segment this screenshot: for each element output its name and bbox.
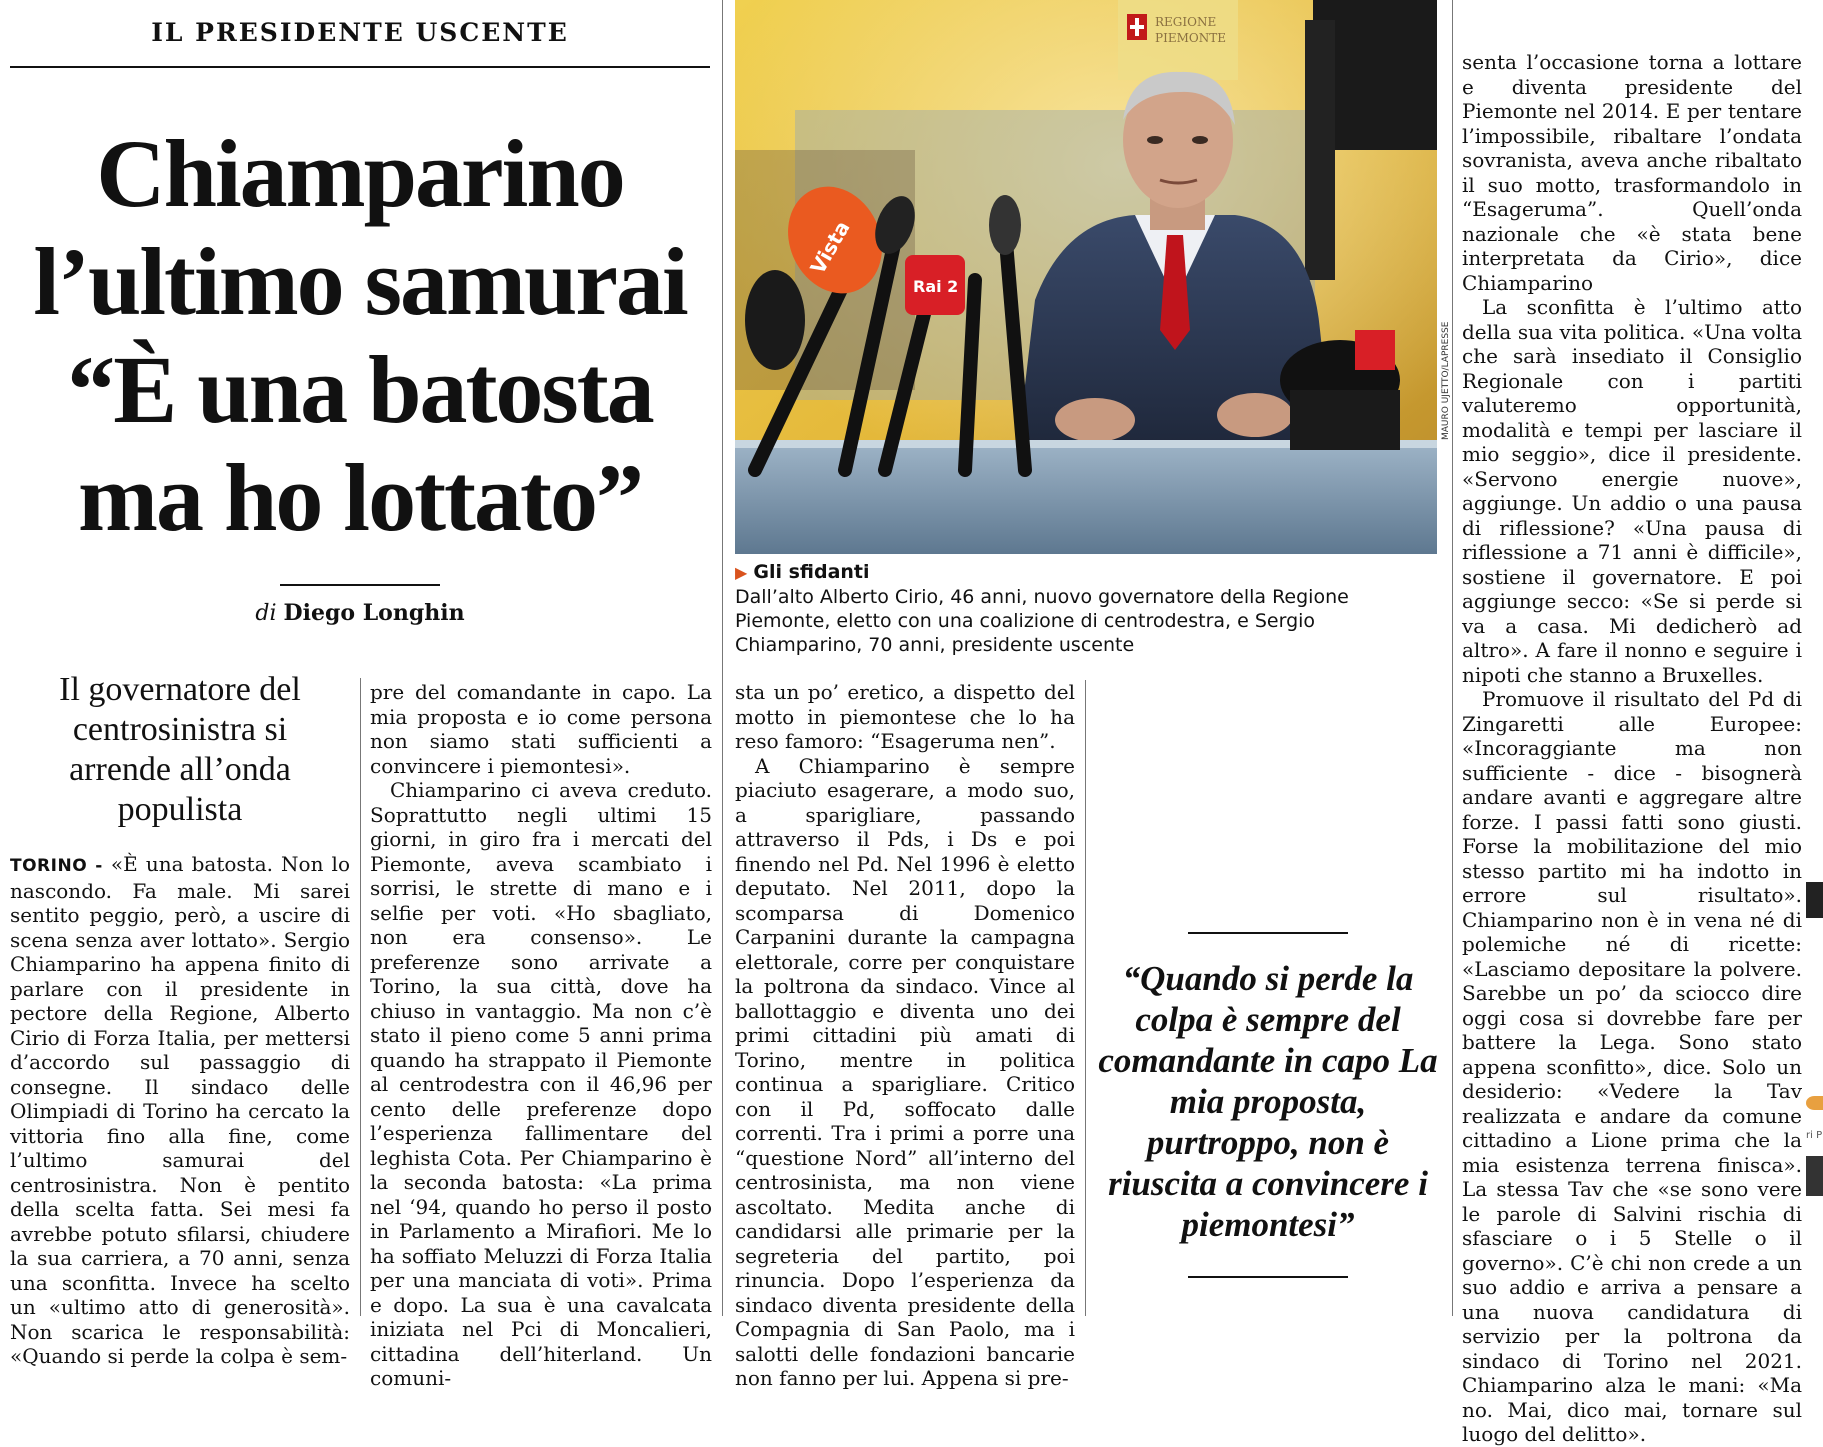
press-conference-photo: [735, 0, 1437, 554]
column-rule: [1452, 0, 1453, 1316]
article-column-3: [735, 680, 1075, 1390]
photo-credit: MAURO UJETTO/LAPRESSE: [1441, 321, 1451, 440]
caption-title: Gli sfidanti: [753, 561, 870, 583]
sign-text: REGIONE: [1155, 15, 1217, 29]
mic-label: Vista: [805, 216, 855, 278]
photo-caption: [735, 560, 1355, 657]
subhead: Il governatore del centrosinistra si arrende all’onda populista: [59, 671, 301, 828]
paragraph: La sconfitta è l’ultimo atto della sua vita politica. «Una volta che sarà insediato il Consiglio Regionale con i partiti valuteremo opportunità, modalità e tempi per lasciare il mio seggio», dice il presidente. «Servono energie nuove», aggiunge. Un addio o una pausa di riflessione? «Una pausa di riflessione a 71 anni è difficile», sostiene il governatore. E poi aggiunge secco: «Se si perde si va a casa. Mi dedicherò ad altro». A fare il nonno e seguire i nipoti che stanno a Bruxelles.: [1462, 295, 1802, 687]
column-rule: [1085, 680, 1086, 1316]
headline-line-2: l’ultimo samurai: [33, 228, 687, 335]
byline-author: Diego Longhin: [283, 600, 465, 626]
headline-line-4: ma ho lottato”: [78, 444, 642, 551]
byline: [10, 600, 710, 626]
byline-rule: [280, 584, 440, 586]
pullquote-rule: [1188, 932, 1348, 934]
article-column-1: [10, 852, 350, 1368]
column-rule: [360, 678, 361, 1316]
caption-arrow-icon: ▶: [735, 563, 748, 582]
paragraph: Promuove il risultato del Pd di Zingaretti alle Europee: «Incoraggiante ma non sufficiente - dice - bisognerà andare avanti e aggregare altre forze. I passi fatti sono giusti. Forse la mobilitazione del mio stesso partito mi ha indotto in errore sul risultato». Chiamparino non è in vena né di polemiche né di ricette: «Lasciamo depositare la polvere. Sarebbe un po’ da sciocco dire oggi cosa si dovrebbe fare per battere la Lega. Sono stato appena sconfitto», dice. Solo un desiderio: «Vedere la Tav realizzata e andare da comune cittadino a Lione prima che la mia esistenza terrena finisca». La stessa Tav che «se sono vere le parole di Salvini rischia di sfasciare o i 5 Stelle o il governo». C’è chi non crede a un suo addio e arriva a pensare a una nuova candidatura di servizio per la poltrona da sindaco di Torino nel 2021. Chiamparino alza le mani: «Ma no. Mai, dico mai, tornare sul luogo del delitto».: [1462, 687, 1802, 1446]
paragraph: A Chiamparino è sempre piaciuto esagerare, a modo suo, a sparigliare, passando attraverso il Pds, i Ds e poi finendo nel Pd. Nel 1996 è eletto deputato. Nel 2011, dopo la scomparsa di Domenico Carpanini durante la campagna elettorale, corre per conquistare la poltrona da sindaco. Vince al ballottaggio e diventa uno dei primi cittadini più amati di Torino, mentre in politica continua a sparigliare. Critico con il Pd, soffocato dalle correnti. Tra i primi a porre una “questione Nord” all’interno del centrosinista, ma non viene ascoltato. Medita anche di candidarsi alle primarie per la segreteria del partito, poi rinuncia. Dopo l’esperienza da sindaco diventa presidente della Compagnia di San Paolo, ma i salotti delle fondazioni bancarie non fanno per lui. Appena si pre-: [735, 753, 1075, 1390]
edge-fragment-text: ri P: [1806, 1130, 1823, 1141]
headline: [10, 120, 710, 552]
edge-fragment: [1806, 1096, 1823, 1110]
kicker-rule: [10, 66, 710, 68]
dateline: TORINO -: [10, 856, 103, 876]
section-kicker: IL PRESIDENTE USCENTE: [151, 18, 569, 47]
paragraph: Chiamparino ci aveva creduto. Soprattutto negli ultimi 15 giorni, in giro fra i mercati del Piemonte, aveva scambiato i sorrisi, le strette di mano e i selfie per voti. «Ho sbagliato, non era consenso». Le preferenze sono arrivate a Torino, la sua città, dove ha chiuso in vantaggio. Ma non c’è stato il pieno come 5 anni prima quando ha strappato il Piemonte al centrodestra con il 46,96 per cento delle preferenze dopo l’esperienza fallimentare del leghista Cota. Per Chiamparino è la seconda batosta: «La prima nel ‘94, quando ho perso il posto in Parlamento a Mirafiori. Me lo ha soffiato Meluzzi di Forza Italia per una manciata di voti». Prima e dopo. La sua è una cavalcata iniziata nel Pci di Moncalieri, cittadina dell’hiterland. Un comuni-: [370, 778, 712, 1390]
article-column-4: [1462, 50, 1802, 1446]
mic-label: Rai 2: [913, 277, 959, 296]
edge-fragment: [1806, 1156, 1823, 1196]
byline-prefix: di: [255, 601, 277, 626]
headline-line-3: “È una batosta: [67, 336, 653, 443]
paragraph: pre del comandante in capo. La mia proposta e io come persona non siamo stati sufficienti a convincere i piemontesi».: [370, 680, 712, 778]
article-column-2: [370, 680, 712, 1390]
column-rule: [722, 0, 723, 1316]
edge-fragment: [1806, 882, 1823, 918]
pullquote-rule: [1188, 1276, 1348, 1278]
paragraph: «È una batosta. Non lo nascondo. Fa male. Mi sarei sentito peggio, però, a uscire di scena senza aver lottato». Sergio Chiamparino ha appena finito di parlare con il presidente in pectore della Regione, Alberto Cirio di Forza Italia, per mettersi d’accordo sul passaggio di consegne. Il sindaco delle Olimpiadi di Torino ha cercato la vittoria fino alla fine, come l’ultimo samurai del centrosinistra. Non è pentito della scelta fatta. Sei mesi fa avrebbe potuto sfilarsi, chiudere la sua carriera, a 70 anni, senza una sconfitta. Invece ha scelto un «ultimo atto di generosità». Non scarica le responsabilità: «Quando si perde la colpa è sem-: [10, 852, 350, 1368]
headline-line-1: Chiamparino: [96, 120, 624, 227]
pull-quote: “Quando si perde la colpa è sempre del comandante in capo La mia proposta, purtroppo, non è riuscita a convincere i piemontesi”: [1098, 959, 1438, 1244]
sign-text: PIEMONTE: [1155, 31, 1226, 45]
caption-text: Dall’alto Alberto Cirio, 46 anni, nuovo governatore della Regione Piemonte, eletto con una coalizione di centrodestra, e Sergio Chiamparino, 70 anni, presidente uscente: [735, 586, 1349, 656]
paragraph: sta un po’ eretico, a dispetto del motto in piemontese che lo ha reso famoro: “Esageruma nen”.: [735, 680, 1075, 753]
paragraph: senta l’occasione torna a lottare e diventa presidente del Piemonte nel 2014. E per tentare l’impossibile, ribaltare l’ondata sovranista, aveva anche ribaltato il suo motto, trasformandolo in “Esageruma”. Quell’onda nazionale che «è stata bene interpretata da Cirio», dice Chiamparino: [1462, 50, 1802, 295]
